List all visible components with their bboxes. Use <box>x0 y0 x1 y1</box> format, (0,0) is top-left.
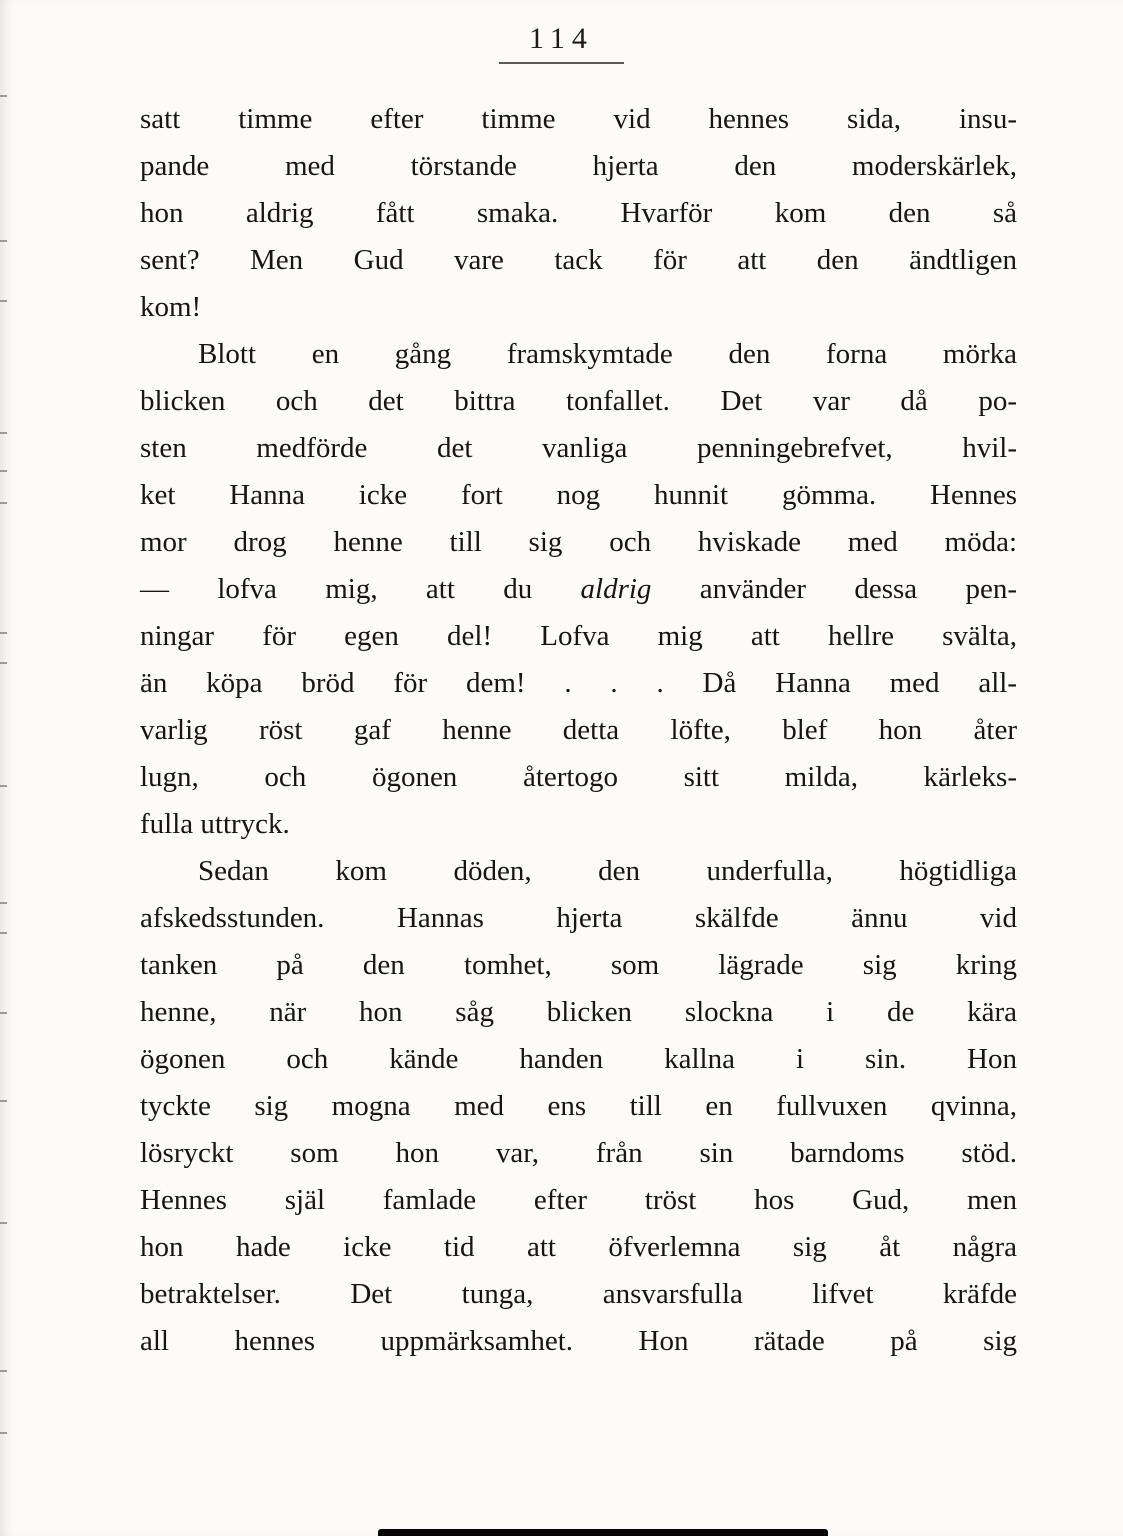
text-line: lugn, och ögonen återtogo sitt milda, kärleks- <box>140 761 1017 793</box>
text-line: lösryckt som hon var, från sin barndoms stöd. <box>140 1137 1017 1169</box>
text-line: Blott en gång framskymtade den forna mörka <box>198 338 1017 370</box>
text-line: Hennes själ famlade efter tröst hos Gud, men <box>140 1184 1017 1216</box>
text-line: kom! <box>140 291 202 323</box>
paragraph <box>140 331 1017 848</box>
page-number: 114 <box>499 22 624 64</box>
line-segment: — lofva mig, att du <box>140 573 581 605</box>
text-line: afskedsstunden. Hannas hjerta skälfde ännu vid <box>140 902 1017 934</box>
paragraph <box>140 848 1017 1365</box>
line-segment: använder dessa pen- <box>651 573 1018 605</box>
text-line: Sedan kom döden, den underfulla, högtidliga <box>198 855 1017 887</box>
text-line: tyckte sig mogna med ens till en fullvuxen qvinna, <box>140 1090 1017 1122</box>
page-text <box>140 96 1017 1365</box>
scan-artifact-bar <box>378 1529 828 1536</box>
text-line: sent? Men Gud vare tack för att den ändtligen <box>140 244 1017 276</box>
text-line: varlig röst gaf henne detta löfte, blef hon åter <box>140 714 1017 746</box>
text-line: hon hade icke tid att öfverlemna sig åt några <box>140 1231 1017 1263</box>
text-line: pande med törstande hjerta den moderskärlek, <box>140 150 1017 182</box>
page-header <box>0 22 1123 64</box>
text-line: satt timme efter timme vid hennes sida, insu- <box>140 103 1017 135</box>
text-line: ögonen och kände handen kallna i sin. Hon <box>140 1043 1017 1075</box>
text-line: betraktelser. Det tunga, ansvarsfulla lifvet kräfde <box>140 1278 1017 1310</box>
text-line: än köpa bröd för dem! . . . Då Hanna med all- <box>140 667 1017 699</box>
scan-edge-marks <box>0 0 12 1536</box>
text-line: sten medförde det vanliga penningebrefvet, hvil- <box>140 432 1017 464</box>
text-line: blicken och det bittra tonfallet. Det var då po- <box>140 385 1017 417</box>
text-line: ningar för egen del! Lofva mig att hellre svälta, <box>140 620 1017 652</box>
text-line-emphasis <box>140 566 1017 613</box>
text-line: hon aldrig fått smaka. Hvarför kom den så <box>140 197 1017 229</box>
text-line: henne, när hon såg blicken slockna i de kära <box>140 996 1017 1028</box>
text-line: fulla uttryck. <box>140 808 290 840</box>
text-line: mor drog henne till sig och hviskade med möda: <box>140 526 1017 558</box>
text-line: ket Hanna icke fort nog hunnit gömma. Hennes <box>140 479 1017 511</box>
italic-word: aldrig <box>580 573 652 605</box>
paragraph <box>140 96 1017 331</box>
text-line: all hennes uppmärksamhet. Hon rätade på sig <box>140 1325 1017 1357</box>
text-line: tanken på den tomhet, som lägrade sig kring <box>140 949 1017 981</box>
